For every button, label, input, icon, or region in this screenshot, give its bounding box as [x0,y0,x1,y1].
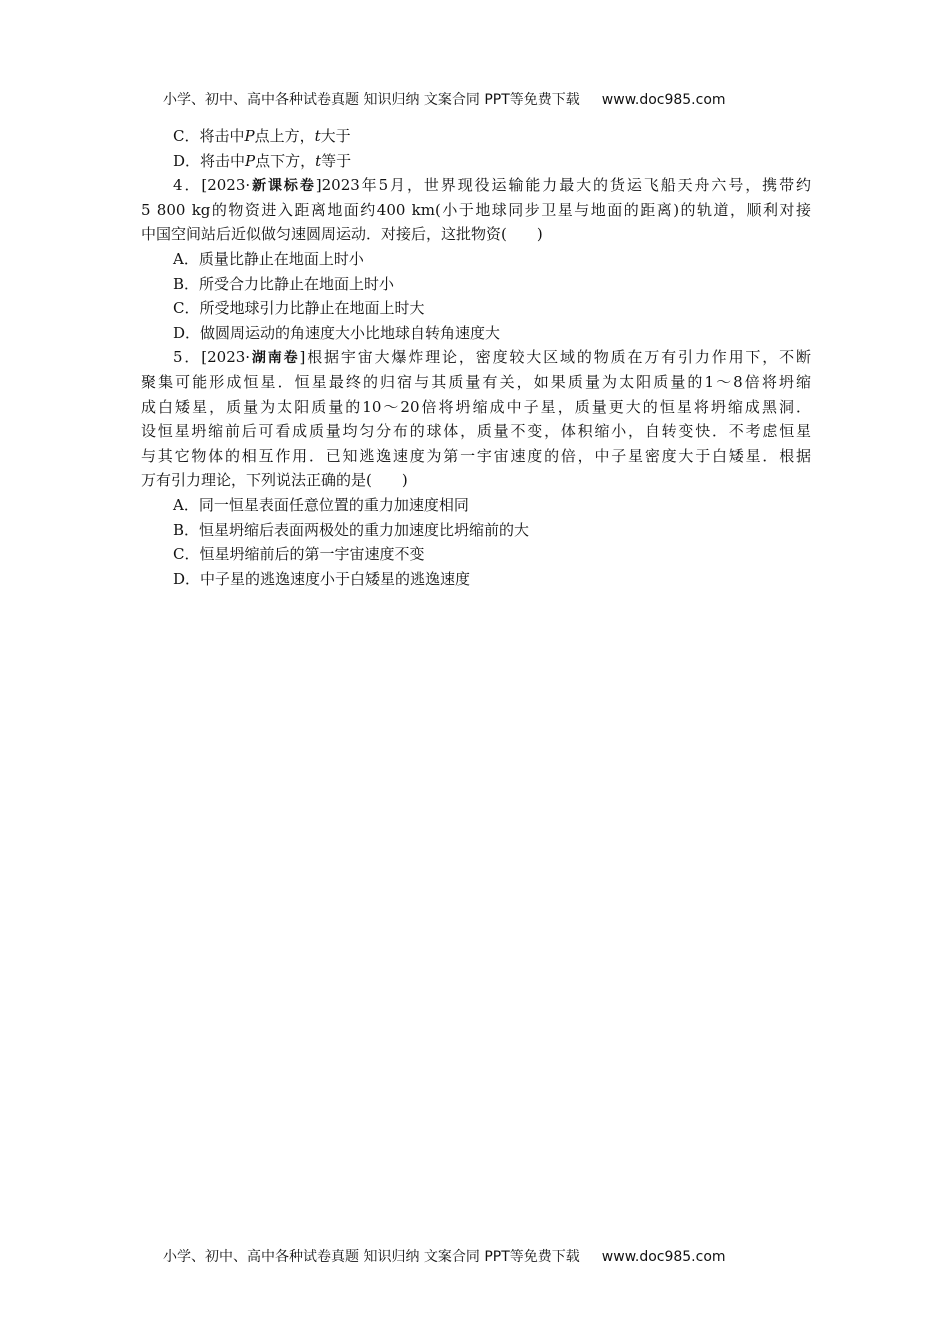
document-body [141,124,811,591]
q4-stem-line-3: 中国空间站后近似做匀速圆周运动．对接后，这批物资( ) [141,225,543,244]
q3-option-c: C．将击中P点上方，t大于 [173,127,351,145]
q5-source: 湖南卷 [250,350,300,367]
header-site-link[interactable]: www.doc985.com [601,92,726,108]
q4-option-b: B．所受合力比静止在地面上时小 [173,274,395,293]
q5-option-a: A．同一恒星表面任意位置的重力加速度相同 [173,495,469,514]
q5-stem-line-5: 与其它物体的相互作用．已知逃逸速度为第一宇宙速度的倍，中子星密度大于白矮星．根据 [141,446,811,465]
page-footer [163,1246,803,1266]
q4-stem-line-2: 5 800 kg的物资进入距离地面约400 km(小于地球同步卫星与地面的距离)的轨道，顺利对接 [141,200,811,219]
q4-option-a: A．质量比静止在地面上时小 [173,249,364,268]
q5-stem-line-6: 万有引力理论，下列说法正确的是( ) [141,471,408,490]
q5-option-d: D．中子星的逃逸速度小于白矮星的逃逸速度 [173,569,471,588]
q5-stem-line-4: 设恒星坍缩前后可看成质量均匀分布的球体，质量不变，体积缩小，自转变快．不考虑恒星 [141,422,811,441]
q5-stem-line-2: 聚集可能形成恒星．恒星最终的归宿与其质量有关，如果质量为太阳质量的1～8倍将坍缩 [141,372,811,391]
page-header [163,89,803,109]
q3-option-d: D．将击中P点下方，t等于 [173,151,352,170]
q5-option-b: B．恒星坍缩后表面两极处的重力加速度比坍缩前的大 [173,520,530,539]
q4-option-c: C．所受地球引力比静止在地面上时大 [173,299,425,318]
footer-text: 小学、初中、高中各种试卷真题 知识归纳 文案合同 PPT等免费下载 [163,1249,580,1265]
q5-stem-line-3: 成白矮星，质量为太阳质量的10～20倍将坍缩成中子星，质量更大的恒星将坍缩成黑洞． [141,397,811,416]
header-text: 小学、初中、高中各种试卷真题 知识归纳 文案合同 PPT等免费下载 [163,92,580,108]
q4-option-d: D．做圆周运动的角速度大小比地球自转角速度大 [173,323,501,342]
q4-source: 新课标卷 [250,178,316,195]
footer-site-link[interactable]: www.doc985.com [601,1249,726,1265]
q4-stem-line-1: 4．[2023·新课标卷]2023年5月，世界现役运输能力最大的货运飞船天舟六号，携带约 [173,176,811,195]
q5-option-c: C．恒星坍缩前后的第一宇宙速度不变 [173,545,425,564]
q5-stem-line-1: 5．[2023·湖南卷]根据宇宙大爆炸理论，密度较大区域的物质在万有引力作用下，不断 [173,348,811,367]
